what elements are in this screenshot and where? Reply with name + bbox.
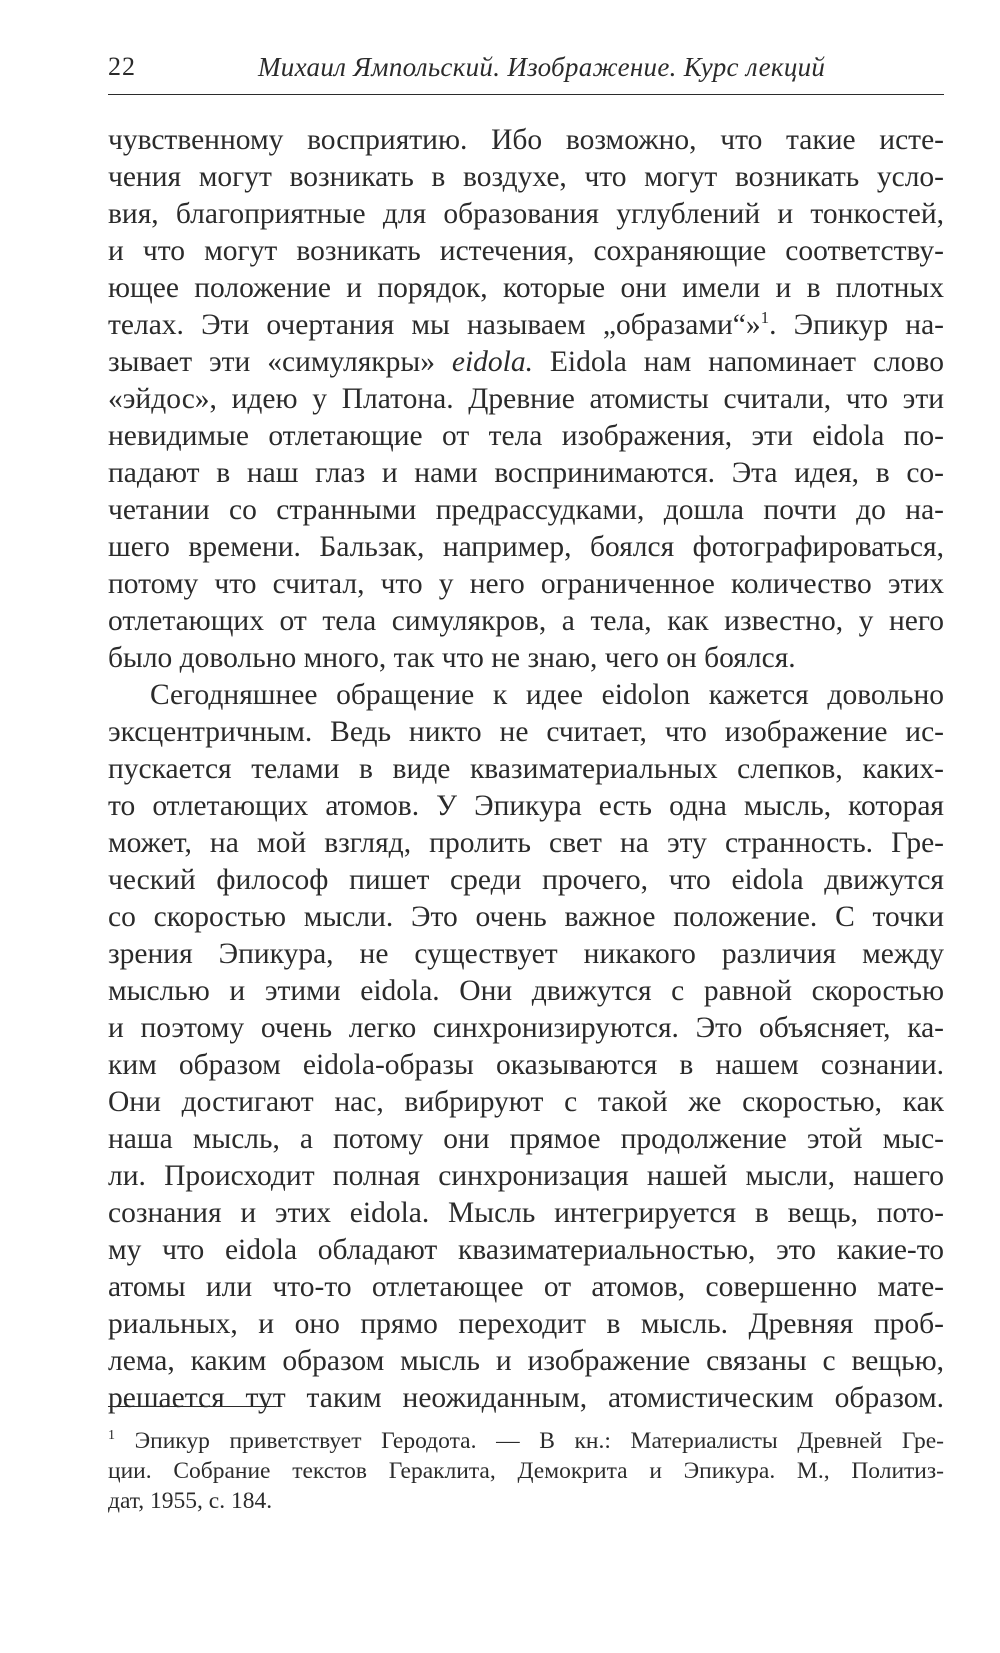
text-line: чения могут возникать в воздухе, что могут возникать усло- [108, 161, 944, 193]
page-number: 22 [108, 52, 136, 81]
text-line: ющее положение и порядок, которые они имели и в плотных [108, 272, 944, 304]
text-segment: телах. Эти очертания мы называем „образами“» [108, 309, 761, 341]
text-line: мыслью и этими eidola. Они движутся с равной скоростью [108, 975, 944, 1007]
text-line: наша мысль, а потому они прямое продолжение этой мыс- [108, 1123, 944, 1155]
text-line: потому что считал, что у него ограниченное количество этих [108, 568, 944, 600]
running-title: Михаил Ямпольский. Изображение. Курс лекций [258, 52, 826, 82]
text-line: зрения Эпикура, не существует никакого различия между [108, 938, 944, 970]
footnote-ref[interactable]: 1 [760, 308, 770, 327]
footnote-line [108, 1426, 944, 1456]
text-line: и поэтому очень легко синхронизируются. Это объясняет, ка- [108, 1012, 944, 1044]
text-line: ким образом eidola-образы оказываются в нашем сознании. [108, 1049, 944, 1081]
text-segment: Эпикур приветствует Геродота. — В кн.: Материалисты Древней Гре- [115, 1428, 944, 1454]
text-line: ческий философ пишет среди прочего, что eidola движутся [108, 864, 944, 896]
text-segment: . Эпикур на- [769, 309, 945, 341]
text-line: пускается телами в виде квазиматериальных слепков, каких- [108, 753, 944, 785]
text-line: му что eidola обладают квазиматериальностью, это какие-то [108, 1234, 944, 1266]
text-line: атомы или что-то отлетающее от атомов, совершенно мате- [108, 1271, 944, 1303]
text-line: и что могут возникать истечения, сохраняющие соответству- [108, 235, 944, 267]
footnote-rule [108, 1406, 276, 1407]
text-line [108, 343, 944, 381]
text-line: решается тут таким неожиданным, атомистическим образом. [108, 1382, 944, 1414]
text-line: вия, благоприятные для образования углублений и тонкостей, [108, 198, 944, 230]
text-line: падают в наш глаз и нами воспринимаются. Эта идея, в со- [108, 457, 944, 489]
text-line: может, на мой взгляд, пролить свет на эту странность. Гре- [108, 827, 944, 859]
text-line: со скоростью мысли. Это очень важное положение. С точки [108, 901, 944, 933]
text-line: ли. Происходит полная синхронизация нашей мысли, нашего [108, 1160, 944, 1192]
text-line: шего времени. Бальзак, например, боялся фотографироваться, [108, 531, 944, 563]
footnote-marker: 1 [108, 1428, 115, 1443]
text-line [108, 306, 944, 344]
text-line: эксцентричным. Ведь никто не считает, что изображение ис- [108, 716, 944, 748]
header-rule [108, 94, 944, 95]
text-line: «эйдос», идею у Платона. Древние атомисты считали, что эти [108, 383, 944, 415]
text-line: то отлетающих атомов. У Эпикура есть одна мысль, которая [108, 790, 944, 822]
text-segment: Eidola нам напоминает слово [532, 346, 944, 378]
text-line: чувственному восприятию. Ибо возможно, что такие исте- [108, 124, 944, 156]
text-line: лема, каким образом мысль и изображение связаны с вещью, [108, 1345, 944, 1377]
text-line: Они достигают нас, вибрируют с такой же скоростью, как [108, 1086, 944, 1118]
text-line: невидимые отлетающие от тела изображения, эти eidola по- [108, 420, 944, 452]
text-line: сознания и этих eidola. Мысль интегрируется в вещь, пото- [108, 1197, 944, 1229]
text-line: четании со странными предрассудками, дошла почти до на- [108, 494, 944, 526]
text-line: риальных, и оно прямо переходит в мысль. Древняя проб- [108, 1308, 944, 1340]
text-line: отлетающих от тела симулякров, а тела, как известно, у него [108, 605, 944, 637]
text-line: Сегодняшнее обращение к идее eidolon кажется довольно [150, 679, 944, 711]
footnote-line: ции. Собрание текстов Гераклита, Демокрита и Эпикура. М., Политиз- [108, 1458, 944, 1484]
footnote-line: дат, 1955, с. 184. [108, 1488, 273, 1514]
text-segment: зывает эти «симулякры» [108, 346, 452, 378]
page-header [108, 52, 948, 92]
text-line: было довольно много, так что не знаю, чего он боялся. [108, 642, 796, 674]
italic-term: eidola. [451, 346, 533, 378]
